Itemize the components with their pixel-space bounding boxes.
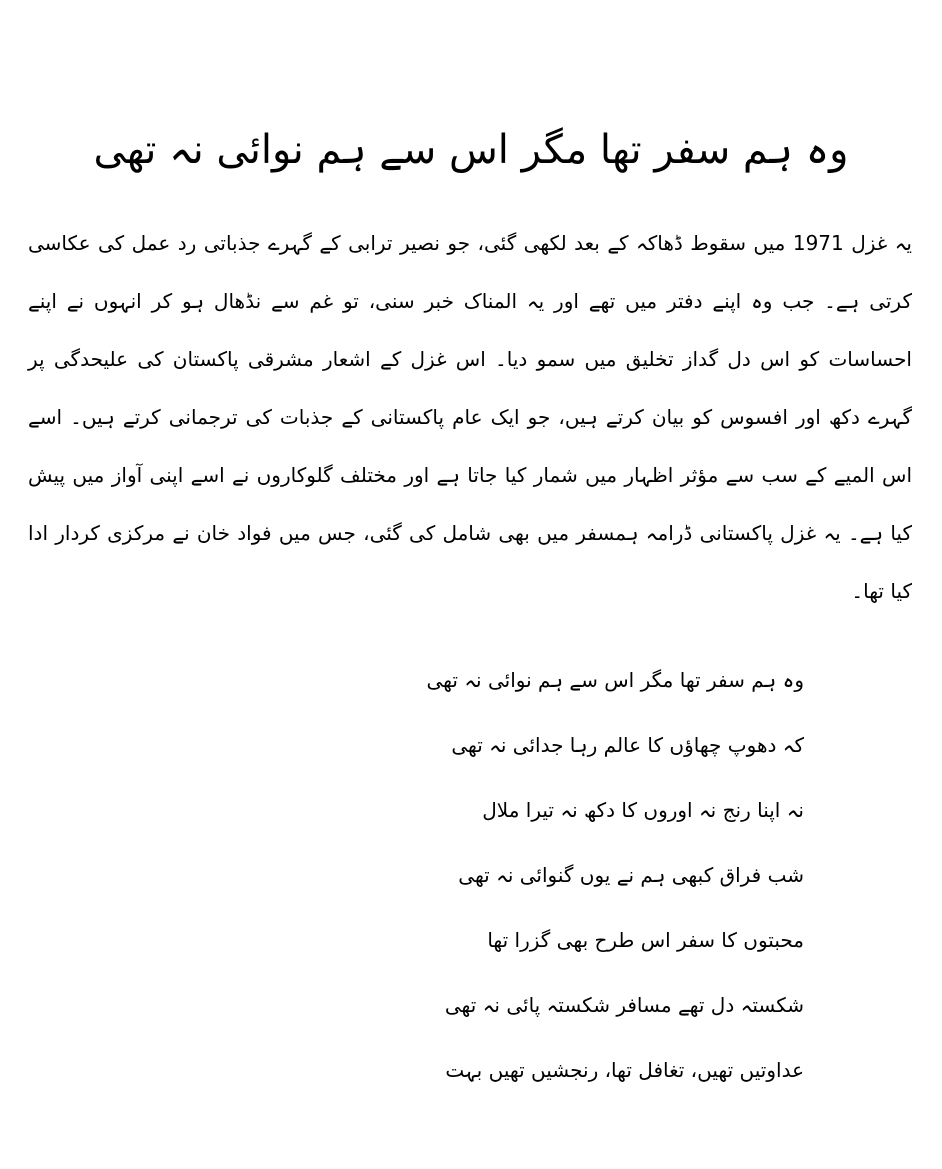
page-title: وہ ہم سفر تھا مگر اس سے ہم نوائی نہ تھی [93, 127, 849, 173]
verse-line: شب فراق کبھی ہم نے یوں گنوائی نہ تھی [458, 863, 804, 887]
intro-paragraph: یہ غزل 1971 میں سقوط ڈھاکہ کے بعد لکھی گئی، جو نصیر ترابی کے گہرے جذباتی رد عمل کی عکاسی کرتی ہے۔ جب وہ اپنے دفتر میں تھے اور یہ المناک خبر سنی، تو غم سے نڈھال ہو کر انہوں نے اپنے احساسات کو اس دل گداز تخلیق میں سمو دیا۔ اس غزل کے اشعار مشرقی پاکستان کی علیحدگی پر گہرے دکھ اور افسوس کو بیان کرتے ہیں، جو ایک عام پاکستانی کے جذبات کی ترجمانی کرتے ہیں۔ اسے اس المیے کے سب سے مؤثر اظہار میں شمار کیا جاتا ہے اور مختلف گلوکاروں نے اسے اپنی آواز میں پیش کیا ہے۔ یہ غزل پاکستانی ڈرامہ ہمسفر میں بھی شامل کی گئی، جس میں فواد خان نے مرکزی کردار ادا کیا تھا۔ [28, 231, 912, 603]
verse-line: کہ دھوپ چھاؤں کا عالم رہا جدائی نہ تھی [451, 733, 804, 757]
verse-line: وہ ہم سفر تھا مگر اس سے ہم نوائی نہ تھی [426, 668, 804, 692]
verse-list [300, 648, 804, 1103]
verse-line: عداوتیں تھیں، تغافل تھا، رنجشیں تھیں بہت [445, 1058, 804, 1082]
verse-line: شکستہ دل تھے مسافر شکستہ پائی نہ تھی [444, 993, 804, 1017]
verse-line: محبتوں کا سفر اس طرح بھی گزرا تھا [487, 928, 804, 952]
verse-line: نہ اپنا رنج نہ اوروں کا دکھ نہ تیرا ملال [482, 798, 804, 822]
